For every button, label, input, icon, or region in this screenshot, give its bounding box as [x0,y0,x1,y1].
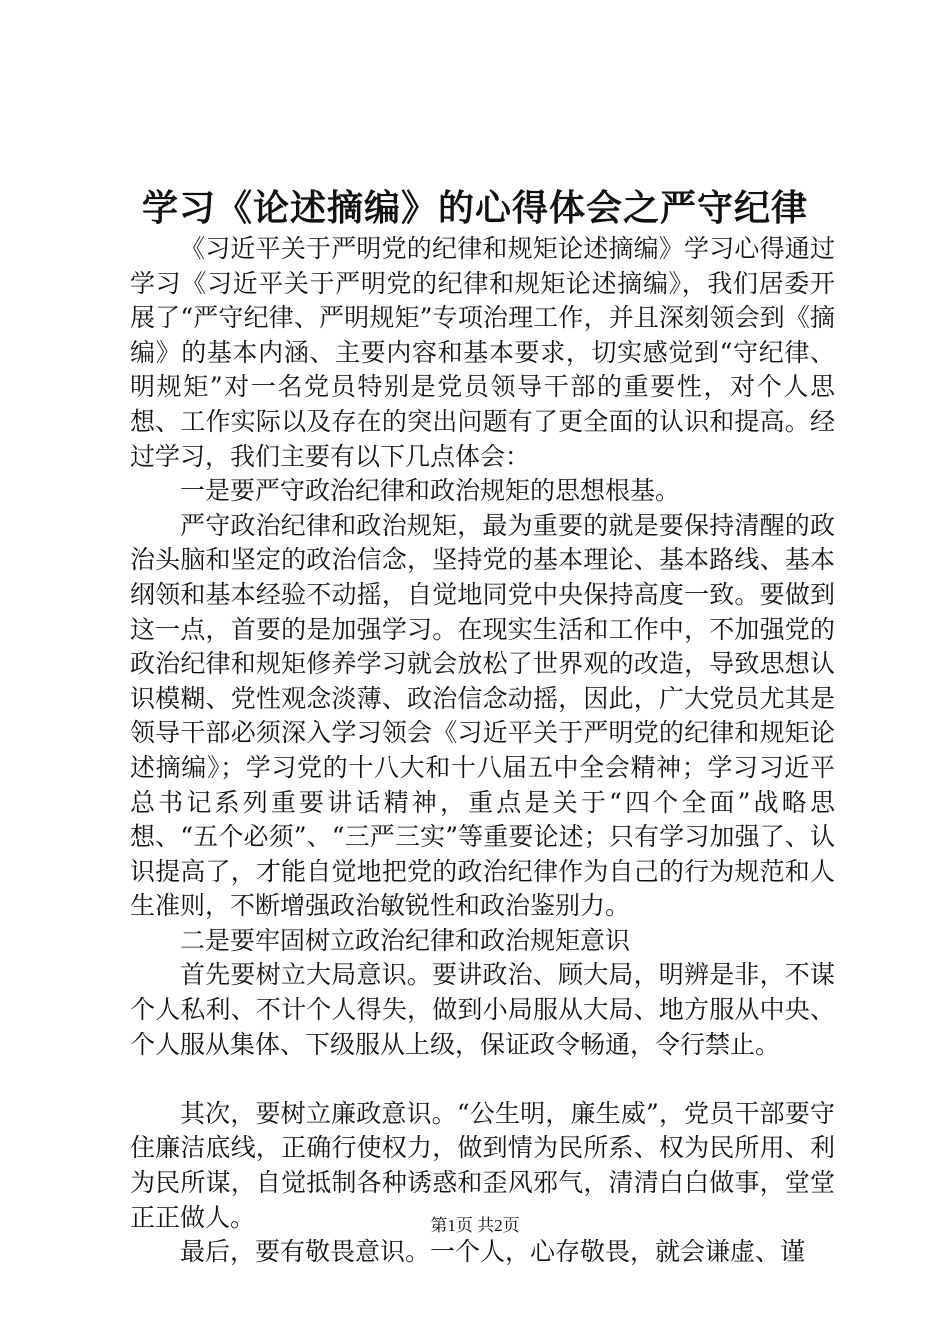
paragraph-point-two-heading: 二是要牢固树立政治纪律和政治规矩意识 [180,925,631,955]
paragraph-intro: 《习近平关于严明党的纪律和规矩论述摘编》学习心得通过学习《习近平关于严明党的纪律和规矩论述摘编》，我们居委开展了“严守纪律、严明规矩”专项治理工作，并且深刻领会到《摘编》的基本内涵、主要内容和基本要求，切实感觉到“守纪律、明规矩”对一名党员特别是党员领导干部的重要性，对个人思想、工作实际以及存在的突出问题有了更全面的认识和提高。经过学习，我们主要有以下几点体会： [130,234,835,471]
page-number-footer: 第1页 共2页 [430,1216,520,1235]
paragraph-reverence: 最后，要有敬畏意识。一个人，心存敬畏，就会谦虚、谨 [180,1237,806,1267]
paragraph-point-one-heading: 一是要严守政治纪律和政治规矩的思想根基。 [180,476,681,506]
paragraph-overall-view: 首先要树立大局意识。要讲政治、顾大局，明辨是非，不谋个人私利、不计个人得失，做到小局服从大局、地方服从中央、个人服从集体、下级服从上级，保证政令畅通，令行禁止。 [130,960,835,1059]
document-body [130,232,835,1270]
document-title: 学习《论述摘编》的心得体会之严守纪律 [141,187,808,229]
paragraph-integrity: 其次，要树立廉政意识。“公生明，廉生威”，党员干部要守住廉洁底线，正确行使权力，做到情为民所系、权为民所用、利为民所谋，自觉抵制各种诱惑和歪风邪气，清清白白做事，堂堂正正做人。 [130,1098,835,1232]
paragraph-point-one-body: 严守政治纪律和政治规矩，最为重要的就是要保持清醒的政治头脑和坚定的政治信念，坚持党的基本理论、基本路线、基本纲领和基本经验不动摇，自觉地同党中央保持高度一致。要做到这一点，首要的是加强学习。在现实生活和工作中，不加强党的政治纪律和规矩修养学习就会放松了世界观的改造，导致思想认识模糊、党性观念淡薄、政治信念动摇，因此，广大党员尤其是领导干部必须深入学习领会《习近平关于严明党的纪律和规矩论述摘编》；学习党的十八大和十八届五中全会精神；学习习近平总书记系列重要讲话精神，重点是关于“四个全面”战略思想、“五个必须”、“三严三实”等重要论述；只有学习加强了、认识提高了，才能自觉地把党的政治纪律作为自己的行为规范和人生准则，不断增强政治敏锐性和政治鉴别力。 [130,510,835,921]
